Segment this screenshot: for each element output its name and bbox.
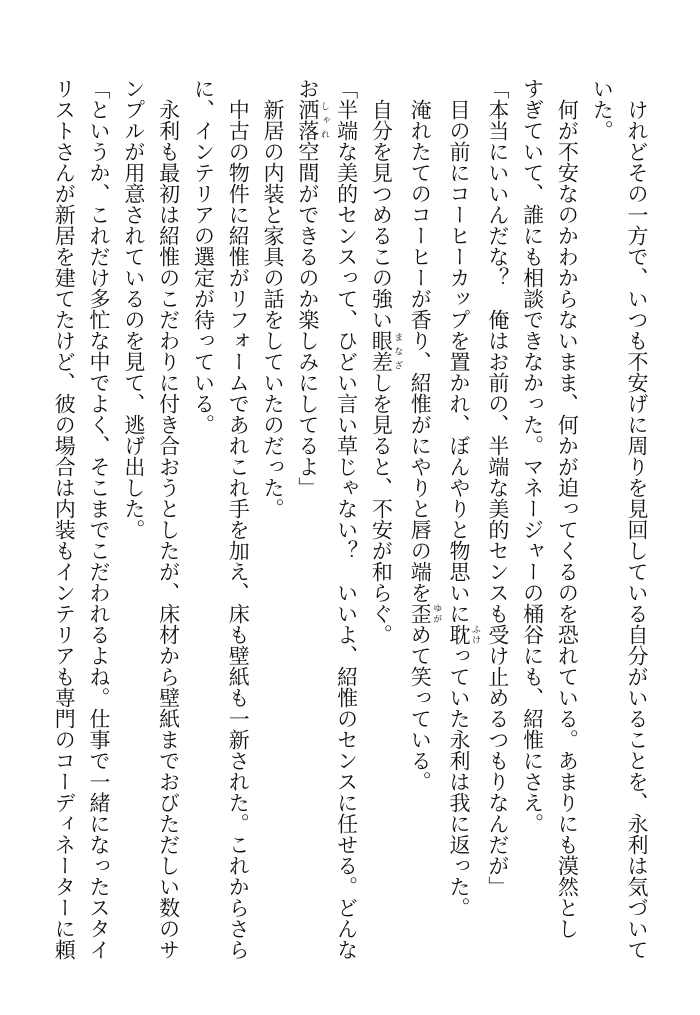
text-line: 永利も最初は紹惟のこだわりに付き合おうとしたが、床材から壁紙までおびただしい数のサ xyxy=(156,78,181,960)
text-line: 「半端な美的センスって、ひどい言い草じゃない？ いいよ、紹惟のセンスに任せる。どんな xyxy=(334,78,359,960)
text-line: 「本当にいいんだな？ 俺はお前の、半端な美的センスも受け止めるつもりなんだが」 xyxy=(485,78,510,897)
ruby-annotation: 洒落 しゃれ xyxy=(295,99,329,141)
ruby-annotation: 歪 ゆが xyxy=(408,603,442,624)
ruby-annotation: 眼差 まなざ xyxy=(369,330,403,372)
text-line: ンプルが用意されているのを見て、逃げ出した。 xyxy=(121,78,146,540)
text-line: 自分を見つめるこの強い眼差 まなざしを見ると、不安が和らぐ。 xyxy=(369,78,403,645)
text-line: いた。 xyxy=(590,78,615,141)
ruby-annotation: 耽 ふけ xyxy=(447,624,481,645)
text-line: お洒落 しゃれ空間ができるのか楽しみにしてるよ」 xyxy=(295,78,329,498)
vertical-text-body xyxy=(46,78,654,993)
text-line: 中古の物件に紹惟がリフォームであれこれ手を加え、床も壁紙も一新された。これからさら xyxy=(226,78,251,960)
text-line: リストさんが新居を建てたけど、彼の場合は内装もインテリアも専門のコーディネーターに頼 xyxy=(52,78,77,960)
text-line: すぎていて、誰にも相談できなかった。マネージャーの桶谷にも、紹惟にさえ。 xyxy=(520,78,545,834)
text-line: 何が不安なのかわからないまま、何かが迫ってくるのを恐れている。あまりにも漠然とし xyxy=(555,78,580,939)
text-line: 「というか、これだけ多忙な中でよく、そこまでこだわれるよね。仕事で一緒になったスタイ xyxy=(87,78,112,960)
text-line: けれどその一方で、いつも不安げに周りを見回している自分がいることを、永利は気づいて xyxy=(625,78,649,960)
ruby-reading: まなざ xyxy=(392,330,403,372)
ruby-reading: しゃれ xyxy=(318,99,329,141)
text-line: 淹れたてのコーヒーが香り、紹惟がにやりと唇の端を歪 ゆがめて笑っている。 xyxy=(408,78,442,792)
text-line: 新居の内装と家具の話をしていたのだった。 xyxy=(261,78,286,519)
text-line: に、インテリアの選定が待っている。 xyxy=(191,78,216,435)
ruby-reading: ゆが xyxy=(431,603,442,624)
ruby-reading: ふけ xyxy=(470,624,481,645)
text-line: 目の前にコーヒーカップを置かれ、ぼんやりと物思いに耽 ふけっていた永利は我に返った。 xyxy=(447,78,481,918)
